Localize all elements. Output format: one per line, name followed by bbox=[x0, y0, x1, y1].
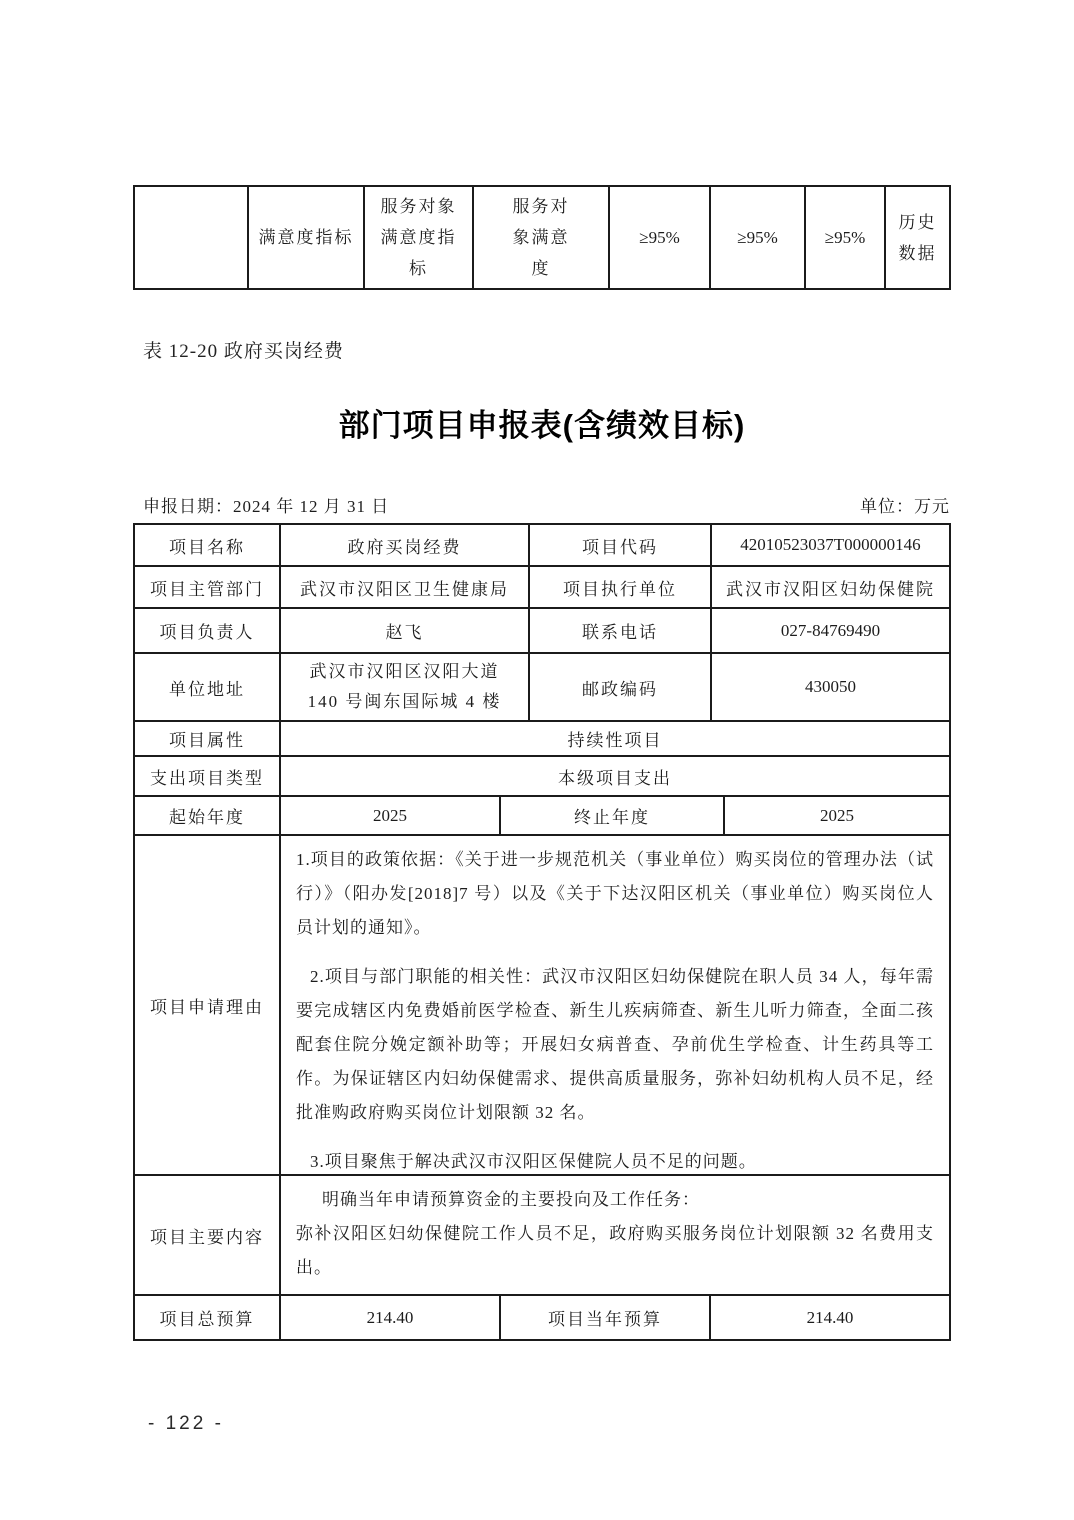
unit-label: 单位：万元 bbox=[860, 497, 950, 516]
row-project-name bbox=[135, 525, 949, 565]
indicator-target-cell-2: ≥95% bbox=[709, 187, 804, 288]
date-unit-row bbox=[143, 492, 950, 517]
year-budget-label: 项目当年预算 bbox=[499, 1296, 709, 1339]
address-label: 单位地址 bbox=[169, 679, 245, 699]
end-year-value: 2025 bbox=[723, 797, 949, 834]
postcode-value: 430050 bbox=[710, 654, 949, 720]
indicator-empty-cell bbox=[135, 187, 247, 288]
end-year-label: 终止年度 bbox=[499, 797, 723, 834]
attribute-value: 持续性项目 bbox=[279, 722, 949, 755]
attribute-label: 项目属性 bbox=[169, 731, 245, 750]
supervisor-dept-value: 武汉市汉阳区卫生健康局 bbox=[279, 567, 528, 607]
row-attribute bbox=[135, 720, 949, 755]
main-content-line-1: 明确当年申请预算资金的主要投向及工作任务： bbox=[322, 1190, 700, 1209]
form-title: 部门项目申报表(含绩效目标) bbox=[338, 408, 746, 443]
row-supervisor-dept bbox=[135, 565, 949, 607]
row-application-reason bbox=[135, 834, 949, 1174]
postcode-label: 邮政编码 bbox=[528, 654, 710, 720]
indicator-target-cell-3: ≥95% bbox=[804, 187, 884, 288]
project-code-label: 项目代码 bbox=[528, 525, 710, 565]
address-value: 武汉市汉阳区汉阳大道 140 号闽东国际城 4 楼 bbox=[279, 654, 528, 720]
reason-paragraph-3: 3.项目聚焦于解决武汉市汉阳区保健院人员不足的问题。 bbox=[310, 1152, 757, 1171]
main-content-text bbox=[279, 1176, 949, 1294]
main-content-line-2: 弥补汉阳区妇幼保健院工作人员不足，政府购买服务岗位计划限额 32 名费用支出。 bbox=[296, 1224, 934, 1277]
row-main-content bbox=[135, 1174, 949, 1294]
indicator-category-cell: 满意度指标 bbox=[247, 187, 363, 288]
row-address bbox=[135, 652, 949, 720]
application-reason-text bbox=[279, 836, 949, 1174]
phone-label: 联系电话 bbox=[528, 609, 710, 652]
main-content-label: 项目主要内容 bbox=[150, 1227, 264, 1247]
project-name-value: 政府买岗经费 bbox=[279, 525, 528, 565]
satisfaction-indicator-table bbox=[133, 185, 951, 290]
leader-label: 项目负责人 bbox=[159, 623, 255, 642]
indicator-basis-cell: 历史数据 bbox=[884, 187, 949, 288]
indicator-name-cell: 服务对象满意度指标 bbox=[363, 187, 472, 288]
executor-label: 项目执行单位 bbox=[528, 567, 710, 607]
row-years bbox=[135, 795, 949, 834]
start-year-value: 2025 bbox=[279, 797, 499, 834]
year-budget-value: 214.40 bbox=[709, 1296, 949, 1339]
table-caption: 表 12-20 政府买岗经费 bbox=[143, 341, 344, 362]
start-year-label: 起始年度 bbox=[169, 808, 245, 827]
project-code-value: 42010523037T000000146 bbox=[710, 525, 949, 565]
indicator-measure-cell: 服务对象满意度 bbox=[472, 187, 608, 288]
reason-paragraph-1: 1.项目的政策依据：《关于进一步规范机关（事业单位）购买岗位的管理办法（试行）》（阳办发[2018]7 号）以及《关于下达汉阳区机关（事业单位）购买岗位人员计划的通知》。 bbox=[296, 850, 934, 937]
project-declaration-table bbox=[133, 523, 951, 1341]
indicator-target-cell-1: ≥95% bbox=[608, 187, 709, 288]
row-leader bbox=[135, 607, 949, 652]
total-budget-label: 项目总预算 bbox=[159, 1310, 255, 1329]
phone-value: 027-84769490 bbox=[710, 609, 949, 652]
supervisor-dept-label: 项目主管部门 bbox=[150, 579, 264, 599]
executor-value: 武汉市汉阳区妇幼保健院 bbox=[710, 567, 949, 607]
reason-paragraph-2: 2.项目与部门职能的相关性：武汉市汉阳区妇幼保健院在职人员 34 人，每年需要完成辖区内免费婚前医学检查、新生儿疾病筛查、新生儿听力筛查，全面二孩配套住院分娩定额补助等；开展妇女病普查、孕前优生学检查、计生药具等工作。为保证辖区内妇幼保健需求、提供高质量服务，弥补妇幼机构人员不足，经批准购政府购买岗位计划限额 32 名。 bbox=[296, 967, 934, 1122]
project-name-label: 项目名称 bbox=[169, 537, 245, 557]
expense-type-label: 支出项目类型 bbox=[150, 768, 264, 788]
declare-date: 申报日期：2024 年 12 月 31 日 bbox=[143, 497, 390, 516]
page-number: - 122 - bbox=[148, 1413, 224, 1434]
row-budget bbox=[135, 1294, 949, 1339]
row-expense-type bbox=[135, 755, 949, 795]
leader-value: 赵飞 bbox=[279, 609, 528, 652]
application-reason-label: 项目申请理由 bbox=[150, 997, 264, 1017]
total-budget-value: 214.40 bbox=[279, 1296, 499, 1339]
expense-type-value: 本级项目支出 bbox=[279, 757, 949, 795]
